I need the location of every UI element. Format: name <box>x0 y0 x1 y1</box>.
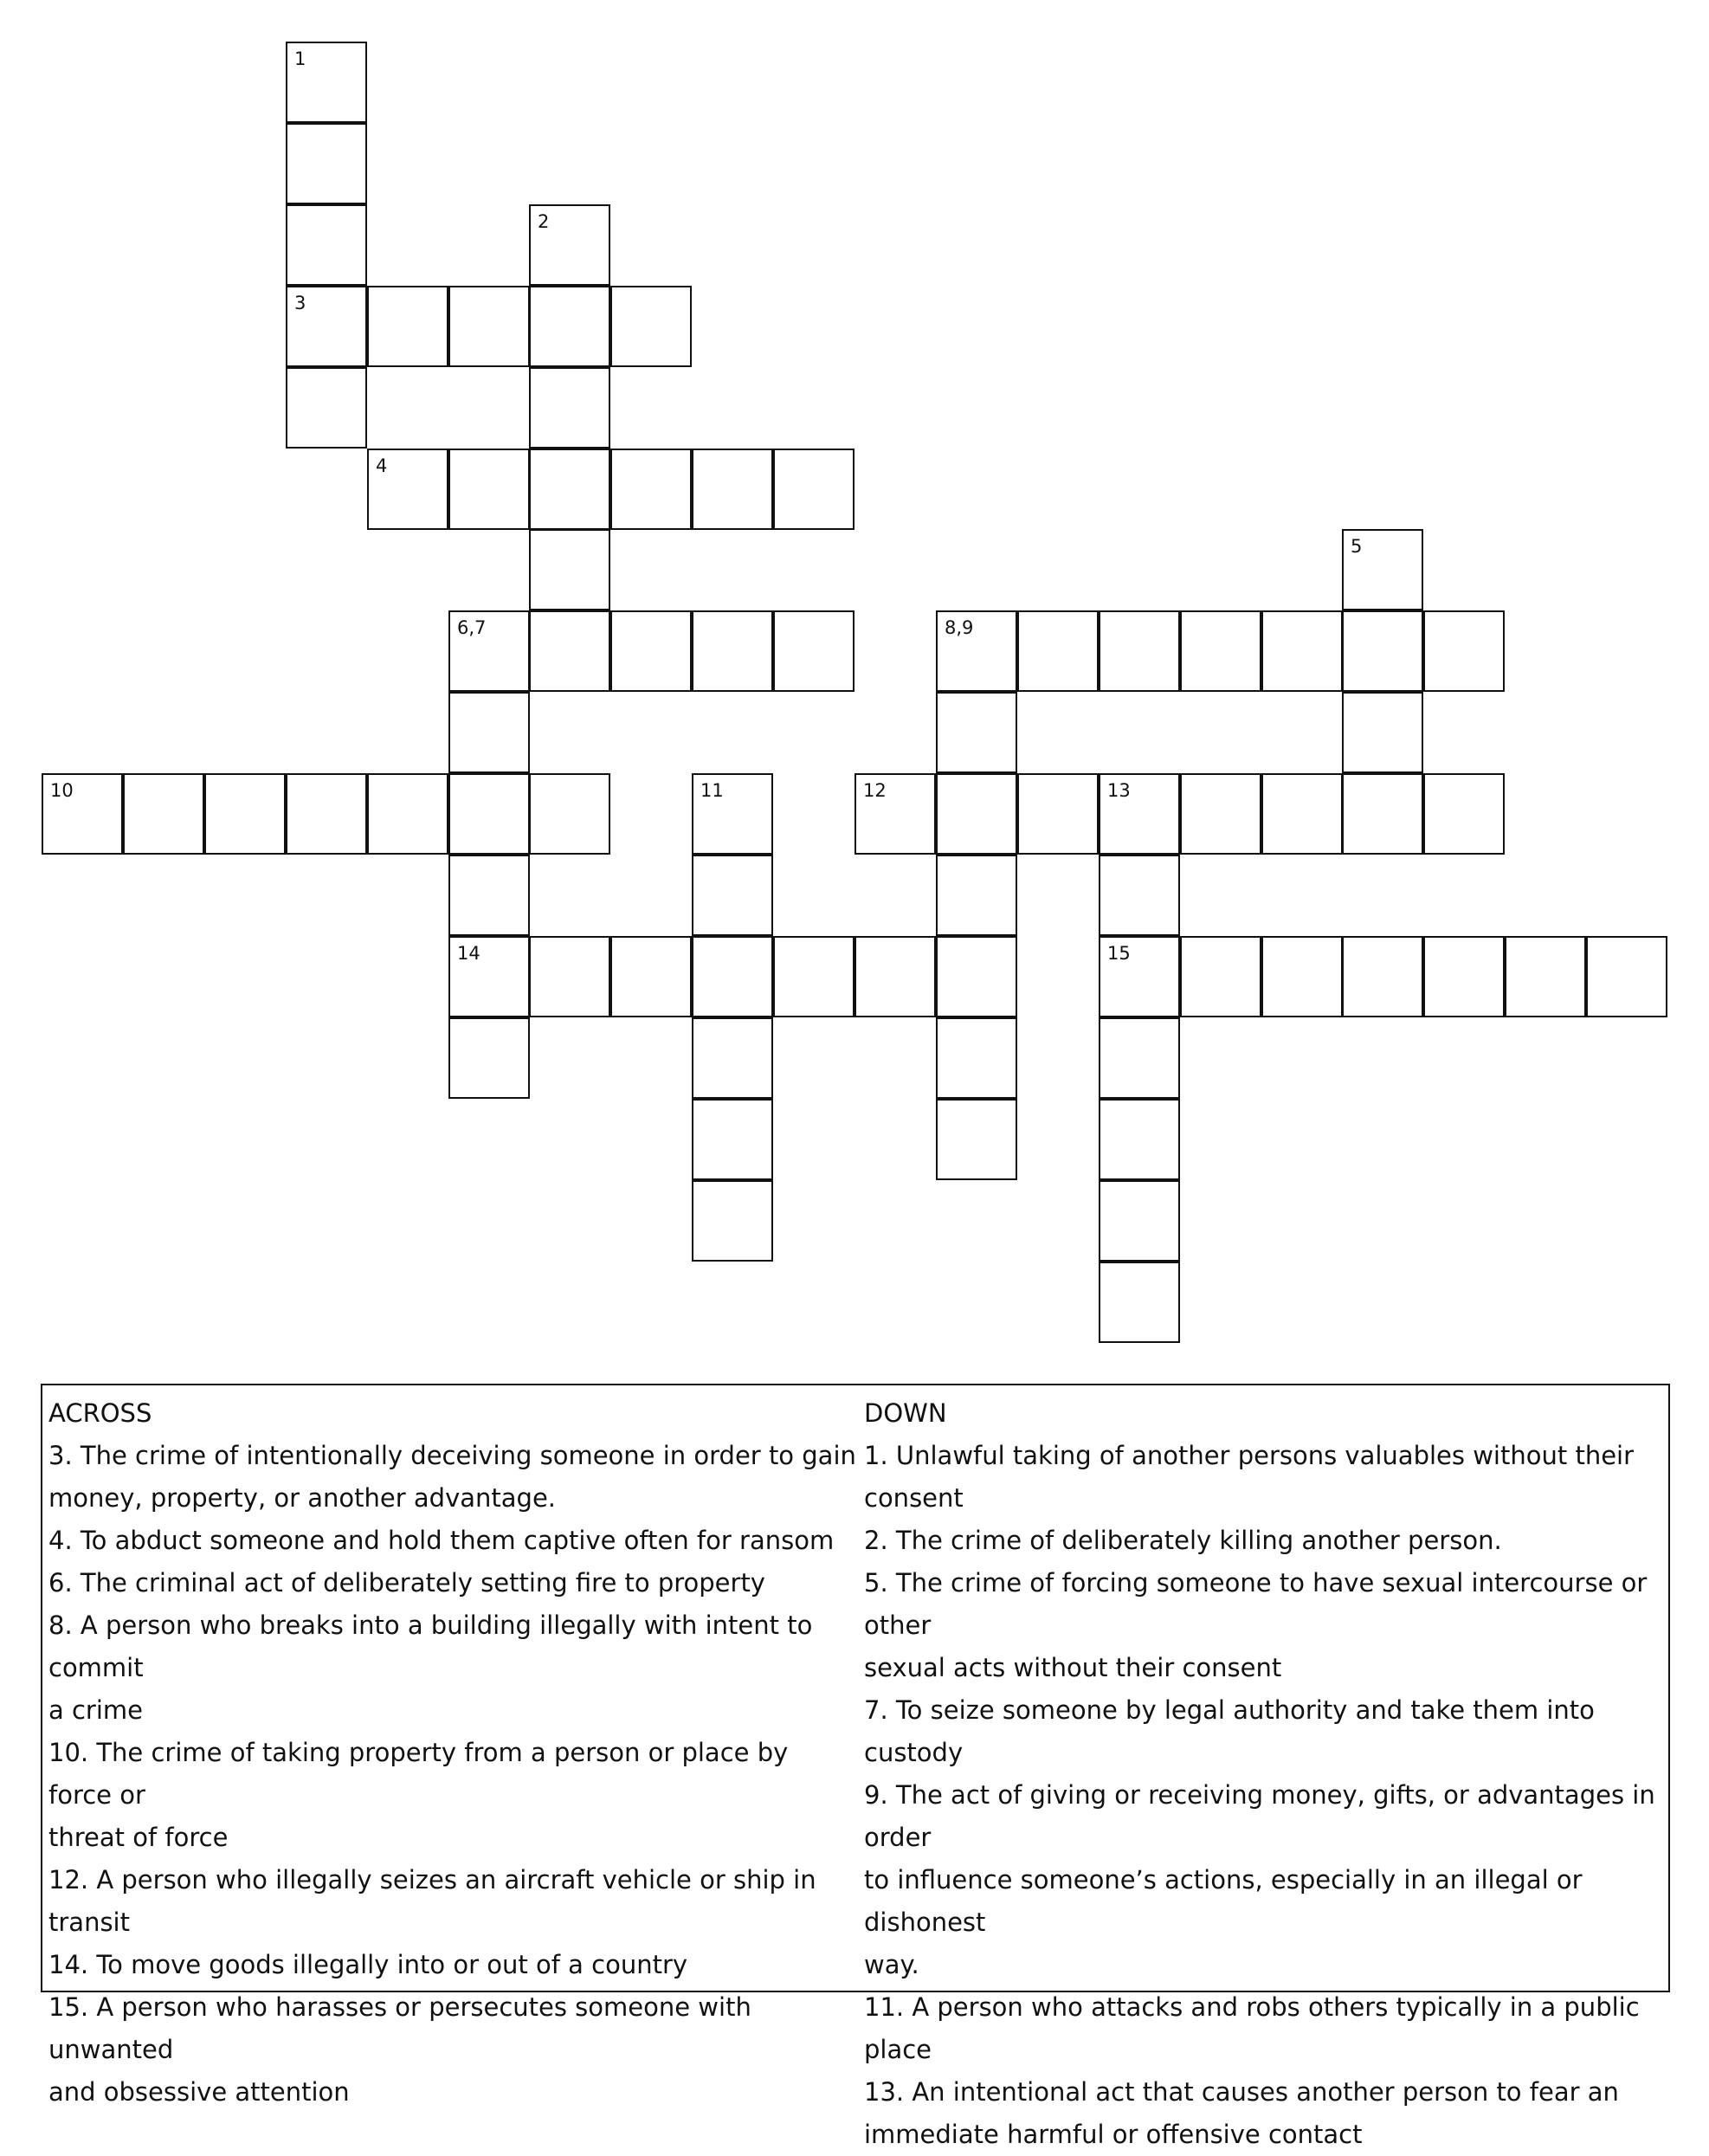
crossword-cell-2[interactable] <box>529 204 610 286</box>
crossword-cell-8-9[interactable] <box>936 610 1017 692</box>
clue-number: 13 <box>1107 780 1131 801</box>
crossword-cell[interactable] <box>286 367 367 449</box>
down-clue-line: 7. To seize someone by legal authority and take them into custody <box>864 1695 1595 1767</box>
across-clue-line: 8. A person who breaks into a building illegally with intent to commit <box>48 1611 813 1682</box>
crossword-cell-13[interactable] <box>1099 773 1180 855</box>
crossword-cell[interactable] <box>529 936 610 1017</box>
crossword-cell[interactable] <box>610 610 692 692</box>
clue-number: 6,7 <box>457 617 487 638</box>
crossword-cell[interactable] <box>936 855 1017 936</box>
crossword-cell[interactable] <box>610 286 692 367</box>
crossword-cell[interactable] <box>1423 773 1505 855</box>
crossword-cell[interactable] <box>529 367 610 449</box>
across-clue-line: and obsessive attention <box>48 2077 350 2107</box>
crossword-cell[interactable] <box>448 692 530 773</box>
crossword-cell[interactable] <box>1180 936 1261 1017</box>
crossword-cell[interactable] <box>123 773 204 855</box>
crossword-cell[interactable] <box>448 1017 530 1099</box>
crossword-cell[interactable] <box>773 449 854 530</box>
crossword-cell[interactable] <box>1261 610 1343 692</box>
crossword-cell[interactable] <box>1342 936 1423 1017</box>
crossword-cell[interactable] <box>773 610 854 692</box>
crossword-cell[interactable] <box>529 773 610 855</box>
crossword-cell[interactable] <box>1342 692 1423 773</box>
down-clue-line: 11. A person who attacks and robs others typically in a public place <box>864 1992 1640 2064</box>
down-clue-line: 2. The crime of deliberately killing another person. <box>864 1526 1502 1555</box>
crossword-cell-6-7[interactable] <box>448 610 530 692</box>
crossword-cell[interactable] <box>1423 610 1505 692</box>
crossword-cell[interactable] <box>1017 610 1099 692</box>
crossword-cell[interactable] <box>1099 1017 1180 1099</box>
clue-number: 3 <box>294 293 306 313</box>
crossword-cell[interactable] <box>529 286 610 367</box>
across-clue-line: 10. The crime of taking property from a person or place by force or <box>48 1738 789 1810</box>
clue-number: 14 <box>457 943 480 964</box>
crossword-cell[interactable] <box>529 449 610 530</box>
crossword-cell-12[interactable] <box>854 773 936 855</box>
down-clue-line: 9. The act of giving or receiving money, gifts, or advantages in order <box>864 1780 1655 1852</box>
crossword-cell-1[interactable] <box>286 42 367 123</box>
down-clue-line: 1. Unlawful taking of another persons valuables without their <box>864 1441 1635 1470</box>
down-heading: DOWN <box>864 1398 947 1428</box>
down-clue-line: sexual acts without their consent <box>864 1653 1282 1682</box>
crossword-cell[interactable] <box>286 204 367 286</box>
crossword-cell[interactable] <box>692 1099 773 1180</box>
down-clue-line: 5. The crime of forcing someone to have sexual intercourse or other <box>864 1568 1648 1640</box>
crossword-cell[interactable] <box>1342 773 1423 855</box>
crossword-cell[interactable] <box>692 1017 773 1099</box>
across-clues <box>48 1392 858 2114</box>
crossword-cell[interactable] <box>448 449 530 530</box>
across-clue-line: a crime <box>48 1695 144 1725</box>
crossword-cell[interactable] <box>610 936 692 1017</box>
down-clues <box>864 1392 1667 2156</box>
clue-number: 1 <box>294 48 306 69</box>
crossword-cell[interactable] <box>773 936 854 1017</box>
crossword-cell[interactable] <box>1099 1099 1180 1180</box>
crossword-cell[interactable] <box>286 123 367 204</box>
crossword-cell[interactable] <box>448 286 530 367</box>
crossword-cell-5[interactable] <box>1342 529 1423 610</box>
down-clue-line: 13. An intentional act that causes another person to fear an <box>864 2077 1619 2107</box>
crossword-cell[interactable] <box>692 936 773 1017</box>
across-clue-line: 14. To move goods illegally into or out of a country <box>48 1950 688 1979</box>
crossword-cell-3[interactable] <box>286 286 367 367</box>
clue-number: 2 <box>538 211 550 232</box>
crossword-cell[interactable] <box>1099 855 1180 936</box>
across-clue-line: threat of force <box>48 1823 229 1852</box>
crossword-cell[interactable] <box>936 1017 1017 1099</box>
crossword-cell[interactable] <box>1099 610 1180 692</box>
across-clue-line: money, property, or another advantage. <box>48 1483 557 1513</box>
crossword-cell-11[interactable] <box>692 773 773 855</box>
crossword-cell-15[interactable] <box>1099 936 1180 1017</box>
crossword-cell-14[interactable] <box>448 936 530 1017</box>
crossword-cell[interactable] <box>1261 773 1343 855</box>
clue-number: 15 <box>1107 943 1131 964</box>
crossword-cell[interactable] <box>610 449 692 530</box>
clue-number: 11 <box>700 780 724 801</box>
crossword-cell[interactable] <box>204 773 286 855</box>
clue-number: 10 <box>50 780 74 801</box>
across-clue-line: 6. The criminal act of deliberately setting fire to property <box>48 1568 765 1598</box>
crossword-cell[interactable] <box>529 610 610 692</box>
down-clue-line: consent <box>864 1483 964 1513</box>
clue-number: 12 <box>863 780 887 801</box>
crossword-cell[interactable] <box>936 773 1017 855</box>
crossword-cell[interactable] <box>1180 610 1261 692</box>
crossword-cell[interactable] <box>367 286 448 367</box>
crossword-cell[interactable] <box>854 936 936 1017</box>
across-clue-line: 12. A person who illegally seizes an aircraft vehicle or ship in transit <box>48 1865 816 1937</box>
crossword-cell[interactable] <box>1505 936 1586 1017</box>
crossword-cell[interactable] <box>1017 773 1099 855</box>
down-clue-line: immediate harmful or offensive contact <box>864 2120 1363 2149</box>
down-clue-line: way. <box>864 1950 919 1979</box>
crossword-cell-4[interactable] <box>367 449 448 530</box>
crossword-cell[interactable] <box>1342 610 1423 692</box>
across-heading: ACROSS <box>48 1398 152 1428</box>
crossword-cell[interactable] <box>1586 936 1667 1017</box>
crossword-cell[interactable] <box>692 855 773 936</box>
crossword-cell[interactable] <box>1180 773 1261 855</box>
crossword-cell[interactable] <box>448 855 530 936</box>
crossword-cell[interactable] <box>692 1180 773 1262</box>
clue-number: 8,9 <box>945 617 974 638</box>
crossword-cell[interactable] <box>936 936 1017 1017</box>
crossword-cell[interactable] <box>1261 936 1343 1017</box>
crossword-cell[interactable] <box>936 692 1017 773</box>
crossword-cell[interactable] <box>448 773 530 855</box>
clue-number: 5 <box>1351 536 1363 557</box>
crossword-cell[interactable] <box>1099 1262 1180 1343</box>
clues-box <box>41 1384 1670 2149</box>
crossword-cell[interactable] <box>1423 936 1505 1017</box>
crossword-cell[interactable] <box>367 773 448 855</box>
crossword-cell[interactable] <box>692 610 773 692</box>
across-clue-line: 15. A person who harasses or persecutes someone with unwanted <box>48 1992 751 2064</box>
crossword-cell[interactable] <box>286 773 367 855</box>
crossword-cell[interactable] <box>692 449 773 530</box>
crossword-cell-10[interactable] <box>42 773 123 855</box>
crossword-cell[interactable] <box>1099 1180 1180 1262</box>
crossword-cell[interactable] <box>936 1099 1017 1180</box>
down-clue-line: to influence someone’s actions, especially in an illegal or dishonest <box>864 1865 1583 1937</box>
across-clue-line: 3. The crime of intentionally deceiving someone in order to gain <box>48 1441 856 1470</box>
clue-number: 4 <box>376 455 388 476</box>
crossword-cell[interactable] <box>529 529 610 610</box>
across-clue-line: 4. To abduct someone and hold them captive often for ransom <box>48 1526 835 1555</box>
